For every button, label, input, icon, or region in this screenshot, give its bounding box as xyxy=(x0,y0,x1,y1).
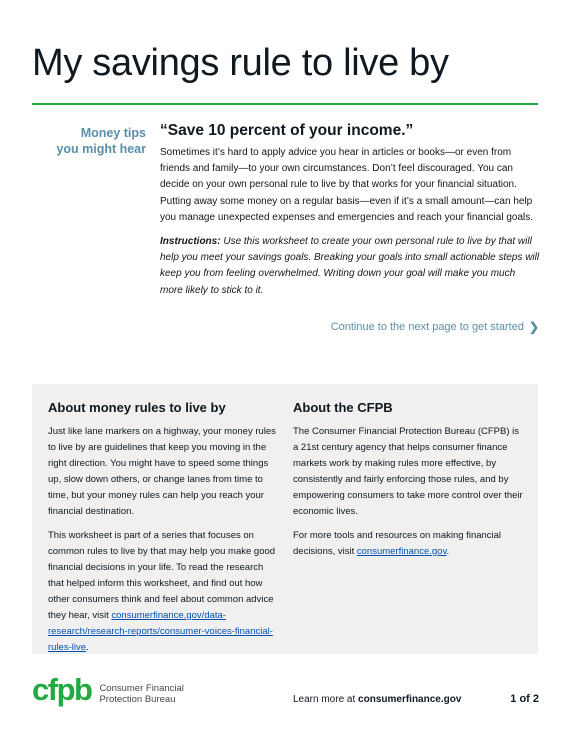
cfpb-org-line1: Consumer Financial xyxy=(99,683,184,694)
intro-section xyxy=(160,122,540,299)
footer xyxy=(0,672,571,716)
learn-more xyxy=(293,694,461,705)
about-money-rules-period: . xyxy=(86,642,89,653)
about-cfpb-heading: About the CFPB xyxy=(293,400,393,415)
about-cfpb-paragraph2 xyxy=(293,528,523,560)
about-cfpb xyxy=(293,400,523,560)
about-cfpb-paragraph1: The Consumer Financial Protection Bureau (CFPB) is a 21st century agency that helps consumer finance markets work by making rules more effective, by consistently and fairly enforcing those rules, and by empowering consumers to take more control over their economic lives. xyxy=(293,426,523,517)
page-number: 1 of 2 xyxy=(510,693,539,705)
money-tips-label-line2: you might hear xyxy=(56,142,146,156)
about-money-rules-heading: About money rules to live by xyxy=(48,400,226,415)
title-divider xyxy=(32,103,538,105)
intro-paragraph: Sometimes it’s hard to apply advice you hear in articles or books—or even from friends and family—to your own circumstances. Don’t feel discouraged. You can decide on your own personal rule to live by that works for your financial situation. Putting away some money on a regular basis—even if it’s a small amount—can help you manage unexpected expenses and emergencies and reach your financial goals. xyxy=(160,147,534,223)
chevron-right-icon: ❯ xyxy=(528,320,539,334)
page-title: My savings rule to live by xyxy=(32,42,449,84)
instructions-lead: Instructions: xyxy=(160,236,221,248)
about-money-rules-paragraph2 xyxy=(48,528,276,656)
about-money-rules-text: This worksheet is part of a series that focuses on common rules to live by that may help you make good financial decisions in your life. To read the research that helped inform this worksheet, and find out how other consumers think and feel about common advice they hear, visit xyxy=(48,530,276,621)
about-cfpb-period: . xyxy=(446,546,450,557)
learn-more-prefix: Learn more at xyxy=(293,694,359,705)
about-cfpb-text: For more tools and resources on making financial decisions, visit xyxy=(293,530,502,557)
instructions-text: Use this worksheet to create your own personal rule to live by that will help you meet your savings goals. Breaking your goals into small actionable steps will keep you from feeling overwhelmed. Writing down your goal will make you much more likely to stick to it. xyxy=(160,236,540,296)
money-tips-label-line1: Money tips xyxy=(80,126,146,140)
instructions-paragraph xyxy=(160,234,540,299)
cfpb-logo-mark: cfpb xyxy=(32,672,92,707)
continue-label: Continue to the next page to get started xyxy=(330,321,524,333)
savings-quote: “Save 10 percent of your income.” xyxy=(160,122,414,139)
cfpb-org-line2: Protection Bureau xyxy=(99,694,176,705)
about-box xyxy=(32,384,538,654)
money-tips-label xyxy=(32,125,146,157)
learn-more-site: consumerfinance.gov xyxy=(358,694,462,705)
consumerfinance-link[interactable]: consumerfinance.gov xyxy=(356,546,447,557)
cfpb-logo xyxy=(32,672,184,707)
continue-link[interactable] xyxy=(331,320,539,334)
cfpb-org-name xyxy=(99,683,183,705)
about-money-rules xyxy=(48,400,276,656)
about-money-rules-paragraph1: Just like lane markers on a highway, your money rules to live by are guidelines that keep you moving in the right direction. You might have to speed some things up, slow down others, or change lanes from time to time, but your money rules can help you reach your financial destination. xyxy=(48,426,276,517)
research-report-link[interactable]: consumerfinance.gov/data-research/research-reports/consumer-voices-financial-rules-live xyxy=(48,610,273,653)
